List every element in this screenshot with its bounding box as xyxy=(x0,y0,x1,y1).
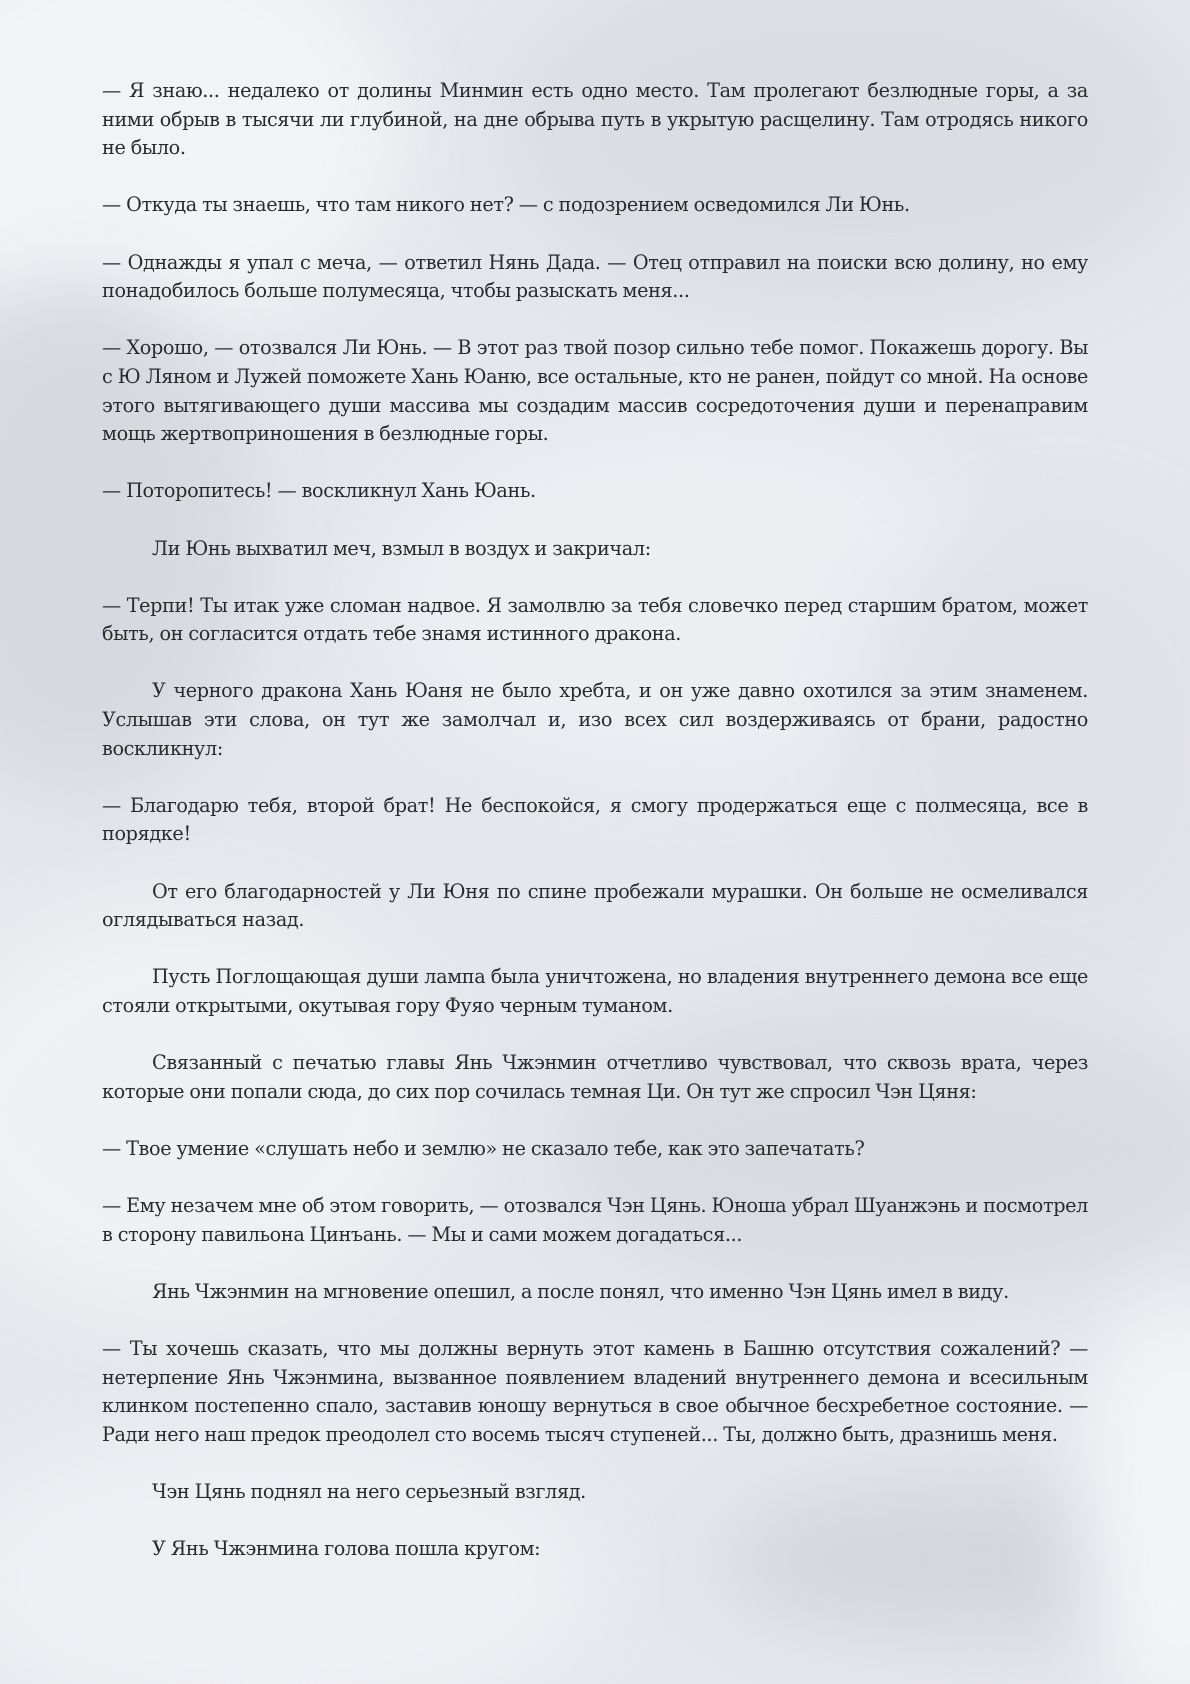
paragraph: — Поторопитесь! — воскликнул Хань Юань. xyxy=(102,479,536,503)
paragraph: От его благодарностей у Ли Юня по спине пробежали мурашки. Он больше не осмеливался оглядываться назад. xyxy=(102,879,1088,932)
paragraph: — Откуда ты знаешь, что там никого нет? — с подозрением осведомился Ли Юнь. xyxy=(102,193,910,217)
paragraph: — Терпи! Ты итак уже сломан надвое. Я замолвлю за тебя словечко перед старшим братом, может быть, он согласится отдать тебе знамя истинного дракона. xyxy=(102,593,1088,646)
paragraph: — Благодарю тебя, второй брат! Не беспокойся, я смогу продержаться еще с полмесяца, все в порядке! xyxy=(102,793,1088,846)
paragraph: — Ты хочешь сказать, что мы должны вернуть этот камень в Башню отсутствия сожалений? — нетерпение Янь Чжэнмина, вызванное появлением владений внутреннего демона и всесильным клинком постепенно спало, заставив юношу вернуться в свое обычное бесхребетное состояние. — Ради него наш предок преодолел сто восемь тысяч ступеней... Ты, должно быть, дразнишь меня. xyxy=(102,1337,1088,1446)
paragraph: Связанный с печатью главы Янь Чжэнмин отчетливо чувствовал, что сквозь врата, через которые они попали сюда, до сих пор сочилась темная Ци. Он тут же спросил Чэн Цяня: xyxy=(102,1051,1088,1103)
paragraph: У черного дракона Хань Юаня не было хребта, и он уже давно охотился за этим знаменем. Услышав эти слова, он тут же замолчал и, изо всех сил воздерживаясь от брани, радостно воскликнул: xyxy=(102,679,1088,760)
document-page xyxy=(102,77,1088,1592)
paragraph: Янь Чжэнмин на мгновение опешил, а после понял, что именно Чэн Цянь имел в виду. xyxy=(152,1279,1009,1303)
paragraph: Пусть Поглощающая души лампа была уничтожена, но владения внутреннего демона все еще стояли открытыми, окутывая гору Фуяо черным туманом. xyxy=(102,965,1088,1017)
paragraph: Чэн Цянь поднял на него серьезный взгляд. xyxy=(152,1480,586,1504)
paragraph: — Хорошо, — отозвался Ли Юнь. — В этот раз твой позор сильно тебе помог. Покажешь дорогу. Вы с Ю Ляном и Лужей поможете Хань Юаню, все остальные, кто не ранен, пойдут со мной. На основе этого вытягивающего души массива мы создадим массив сосредоточения души и перенаправим мощь жертвоприношения в безлюдные горы. xyxy=(102,336,1088,446)
paragraph: — Твое умение «слушать небо и землю» не сказало тебе, как это запечатать? xyxy=(102,1136,865,1160)
paragraph: — Однажды я упал с меча, — ответил Нянь Дада. — Отец отправил на поиски всю долину, но ему понадобилось больше полумесяца, чтобы разыскать меня... xyxy=(102,250,1088,303)
paragraph: — Я знаю... недалеко от долины Минмин есть одно место. Там пролегают безлюдные горы, а за ними обрыв в тысячи ли глубиной, на дне обрыва путь в укрытую расщелину. Там отродясь никого не было. xyxy=(102,79,1088,160)
paragraph: У Янь Чжэнмина голова пошла кругом: xyxy=(152,1537,541,1561)
paragraph: — Ему незачем мне об этом говорить, — отозвался Чэн Цянь. Юноша убрал Шуанжэнь и посмотрел в сторону павильона Цинъань. — Мы и сами можем догадаться... xyxy=(102,1194,1088,1246)
paragraph: Ли Юнь выхватил меч, взмыл в воздух и закричал: xyxy=(152,536,651,560)
